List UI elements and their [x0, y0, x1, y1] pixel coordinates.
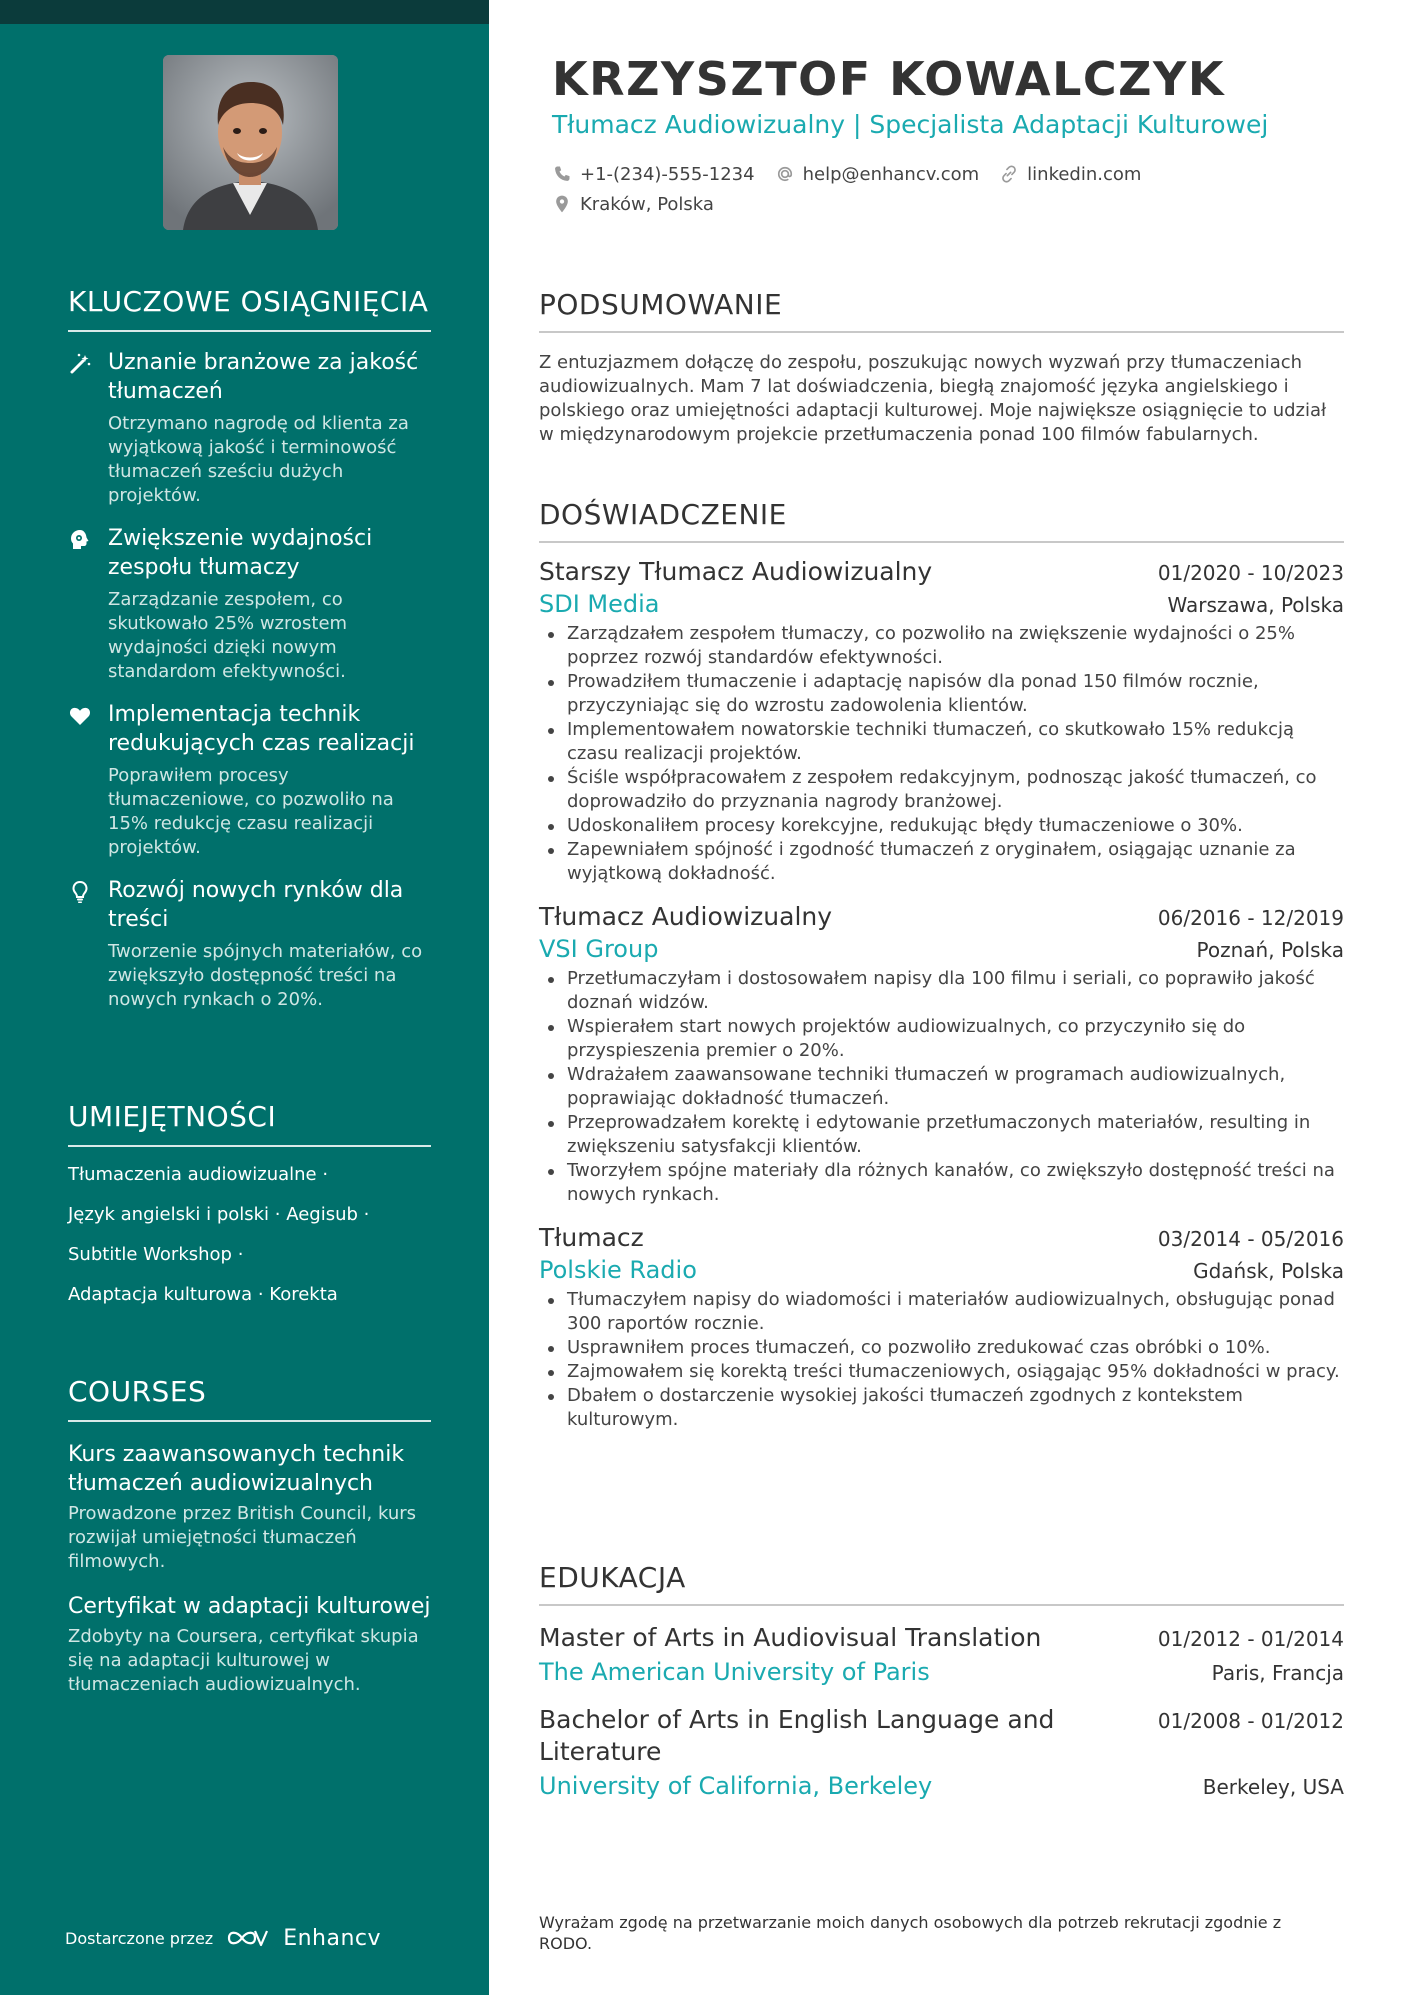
contact-phone[interactable]	[552, 164, 755, 185]
summary-section	[539, 288, 1344, 447]
job-bullets	[539, 1288, 1344, 1432]
achievement-item	[68, 876, 431, 1012]
sidebar-top-bar	[0, 0, 489, 24]
job-company: VSI Group	[539, 935, 659, 963]
job-bullet: Zarządzałem zespołem tłumaczy, co pozwoliło na zwiększenie wydajności o 25% poprzez rozwój standardów efektywności.	[539, 622, 1344, 670]
summary-text: Z entuzjazmem dołączę do zespołu, poszukując nowych wyzwań przy tłumaczeniach audiowizualnych. Mam 7 lat doświadczenia, biegłą znajomość języka angielskiego i polskiego oraz umiejętności adaptacji kulturowej. Moje największe osiągnięcie to udział w międzynarodowym projekcie przetłumaczenia ponad 100 filmów fabularnych.	[539, 352, 1327, 445]
job-location: Gdańsk, Polska	[1193, 1259, 1344, 1283]
job-bullet: Usprawniłem proces tłumaczeń, co pozwoliło zredukować czas obróbki o 10%.	[539, 1336, 1344, 1360]
job-bullet: Zapewniałem spójność i zgodność tłumaczeń z oryginałem, osiągając uznanie za wyjątkową dokładność.	[539, 838, 1344, 886]
magic-wand-icon	[68, 352, 92, 376]
lightbulb-icon	[68, 880, 92, 904]
job-company: Polskie Radio	[539, 1256, 697, 1284]
location-text: Kraków, Polska	[580, 193, 714, 215]
job-dates: 01/2020 - 10/2023	[1157, 561, 1344, 585]
school-location: Berkeley, USA	[1202, 1775, 1344, 1799]
job-bullet: Tworzyłem spójne materiały dla różnych kanałów, co zwiększyło dostępność treści na nowych rynkach.	[539, 1159, 1344, 1207]
skills-section	[68, 1100, 431, 1307]
phone-icon	[552, 164, 572, 184]
job-bullet: Wspierałem start nowych projektów audiowizualnych, co przyczyniło się do przyspieszenia premier o 20%.	[539, 1015, 1344, 1063]
enhancv-logo-icon	[225, 1925, 271, 1951]
profile-photo-illustration	[163, 55, 338, 230]
skills-title: UMIEJĘTNOŚCI	[68, 1100, 431, 1147]
sidebar	[0, 0, 489, 1995]
enhancv-brand: Enhancv	[283, 1925, 382, 1951]
achievement-item	[68, 524, 431, 684]
achievements-title: KLUCZOWE OSIĄGNIĘCIA	[68, 285, 431, 332]
education-title: EDUKACJA	[539, 1561, 1344, 1606]
job-bullet: Zajmowałem się korektą treści tłumaczeniowych, osiągając 95% dokładności w pracy.	[539, 1360, 1344, 1384]
education-entry	[539, 1704, 1344, 1800]
course-description: Prowadzone przez British Council, kurs rozwijał umiejętności tłumaczeń filmowych.	[68, 1503, 417, 1572]
job-bullet: Przeprowadzałem korektę i edytowanie przetłumaczonych materiałów, resulting in zwiększeniu satysfakcji klientów.	[539, 1111, 1344, 1159]
at-sign-icon	[775, 164, 795, 184]
job-bullet: Przetłumaczyłam i dostosowałem napisy dla 100 filmu i seriali, co poprawiło jakość doznań widzów.	[539, 967, 1344, 1015]
achievement-title: Implementacja technik redukujących czas realizacji	[108, 702, 415, 756]
contact-email[interactable]	[775, 164, 980, 185]
school-name: The American University of Paris	[539, 1658, 930, 1686]
job-dates: 03/2014 - 05/2016	[1157, 1227, 1344, 1251]
education-dates: 01/2008 - 01/2012	[1157, 1709, 1344, 1733]
school-name: University of California, Berkeley	[539, 1772, 933, 1800]
job-bullets	[539, 622, 1344, 886]
achievements-section	[68, 285, 431, 1012]
phone-text: +1-(234)-555-1234	[580, 163, 755, 185]
profile-photo	[163, 55, 338, 230]
skill-line: Subtitle Workshop ·	[68, 1244, 244, 1265]
degree-title: Bachelor of Arts in English Language and Literature	[539, 1705, 1055, 1766]
achievement-title: Uznanie branżowe za jakość tłumaczeń	[108, 350, 419, 404]
job-title: Tłumacz	[539, 1223, 644, 1252]
job-entry	[539, 902, 1344, 1207]
skill-line: Adaptacja kulturowa · Korekta	[68, 1284, 338, 1305]
achievement-description: Zarządzanie zespołem, co skutkowało 25% wzrostem wydajności dzięki nowym standardom efektywności.	[108, 589, 348, 682]
head-gears-icon	[68, 528, 92, 552]
achievement-title: Rozwój nowych rynków dla treści	[108, 878, 404, 932]
link-icon	[999, 164, 1019, 184]
course-item	[68, 1592, 431, 1697]
job-bullet: Ściśle współpracowałem z zespołem redakcyjnym, podnosząc jakość tłumaczeń, co doprowadziło do przyznania nagrody branżowej.	[539, 766, 1344, 814]
skills-list	[68, 1163, 431, 1307]
job-dates: 06/2016 - 12/2019	[1157, 906, 1344, 930]
job-entry	[539, 557, 1344, 886]
education-entry	[539, 1622, 1344, 1686]
achievement-description: Poprawiłem procesy tłumaczeniowe, co pozwoliło na 15% redukcję czasu realizacji projektów.	[108, 765, 394, 858]
achievement-description: Otrzymano nagrodę od klienta za wyjątkową jakość i terminowość tłumaczeń sześciu dużych projektów.	[108, 413, 409, 506]
school-location: Paris, Francja	[1211, 1661, 1344, 1685]
achievement-item	[68, 348, 431, 508]
contact-website[interactable]	[999, 164, 1141, 185]
achievement-title: Zwiększenie wydajności zespołu tłumaczy	[108, 526, 373, 580]
degree-title: Master of Arts in Audiovisual Translation	[539, 1623, 1042, 1652]
job-company: SDI Media	[539, 590, 660, 618]
job-title: Starszy Tłumacz Audiowizualny	[539, 557, 933, 586]
course-title: Certyfikat w adaptacji kulturowej	[68, 1594, 431, 1619]
gdpr-consent: Wyrażam zgodę na przetwarzanie moich danych osobowych dla potrzeb rekrutacji zgodnie z RODO.	[539, 1913, 1282, 1953]
job-location: Poznań, Polska	[1196, 938, 1344, 962]
heart-icon	[68, 704, 92, 728]
education-dates: 01/2012 - 01/2014	[1157, 1627, 1344, 1651]
location-pin-icon	[552, 194, 572, 214]
courses-section	[68, 1375, 431, 1697]
job-bullet: Tłumaczyłem napisy do wiadomości i materiałów audiowizualnych, obsługując ponad 300 raportów rocznie.	[539, 1288, 1344, 1336]
job-entry	[539, 1223, 1344, 1432]
experience-title: DOŚWIADCZENIE	[539, 498, 1344, 543]
job-bullets	[539, 967, 1344, 1207]
skill-line: Język angielski i polski · Aegisub ·	[68, 1204, 370, 1225]
powered-by-label: Dostarczone przez	[65, 1928, 214, 1948]
job-location: Warszawa, Polska	[1167, 593, 1344, 617]
powered-by[interactable]	[65, 1925, 381, 1951]
experience-section	[539, 498, 1344, 1432]
job-bullet: Implementowałem nowatorskie techniki tłumaczeń, co skutkowało 15% redukcją czasu realizacji projektów.	[539, 718, 1344, 766]
website-text: linkedin.com	[1027, 163, 1142, 185]
courses-title: COURSES	[68, 1375, 431, 1422]
candidate-headline: Tłumacz Audiowizualny | Specjalista Adaptacji Kulturowej	[552, 110, 1269, 139]
course-description: Zdobyty na Coursera, certyfikat skupia się na adaptacji kulturowej w tłumaczeniach audiowizualnych.	[68, 1626, 419, 1695]
course-item	[68, 1440, 431, 1574]
job-bullet: Dbałem o dostarczenie wysokiej jakości tłumaczeń zgodnych z kontekstem kulturowym.	[539, 1384, 1344, 1432]
achievement-item	[68, 700, 431, 860]
skill-line: Tłumaczenia audiowizualne ·	[68, 1164, 329, 1185]
job-bullet: Prowadziłem tłumaczenie i adaptację napisów dla ponad 150 filmów rocznie, przyczyniając się do wzrostu zadowolenia klientów.	[539, 670, 1344, 718]
summary-title: PODSUMOWANIE	[539, 288, 1344, 333]
candidate-name: KRZYSZTOF KOWALCZYK	[552, 52, 1225, 106]
achievement-description: Tworzenie spójnych materiałów, co zwiększyło dostępność treści na nowych rynkach o 20%.	[108, 941, 423, 1010]
job-title: Tłumacz Audiowizualny	[539, 902, 833, 931]
job-bullet: Wdrażałem zaawansowane techniki tłumaczeń w programach audiowizualnych, poprawiając dokładność tłumaczeń.	[539, 1063, 1344, 1111]
course-title: Kurs zaawansowanych technik tłumaczeń audiowizualnych	[68, 1442, 405, 1496]
job-bullet: Udoskonaliłem procesy korekcyjne, redukując błędy tłumaczeniowe o 30%.	[539, 814, 1344, 838]
contact-location	[552, 194, 714, 215]
education-section	[539, 1561, 1344, 1800]
email-text: help@enhancv.com	[802, 163, 980, 185]
contact-info	[552, 160, 1141, 220]
